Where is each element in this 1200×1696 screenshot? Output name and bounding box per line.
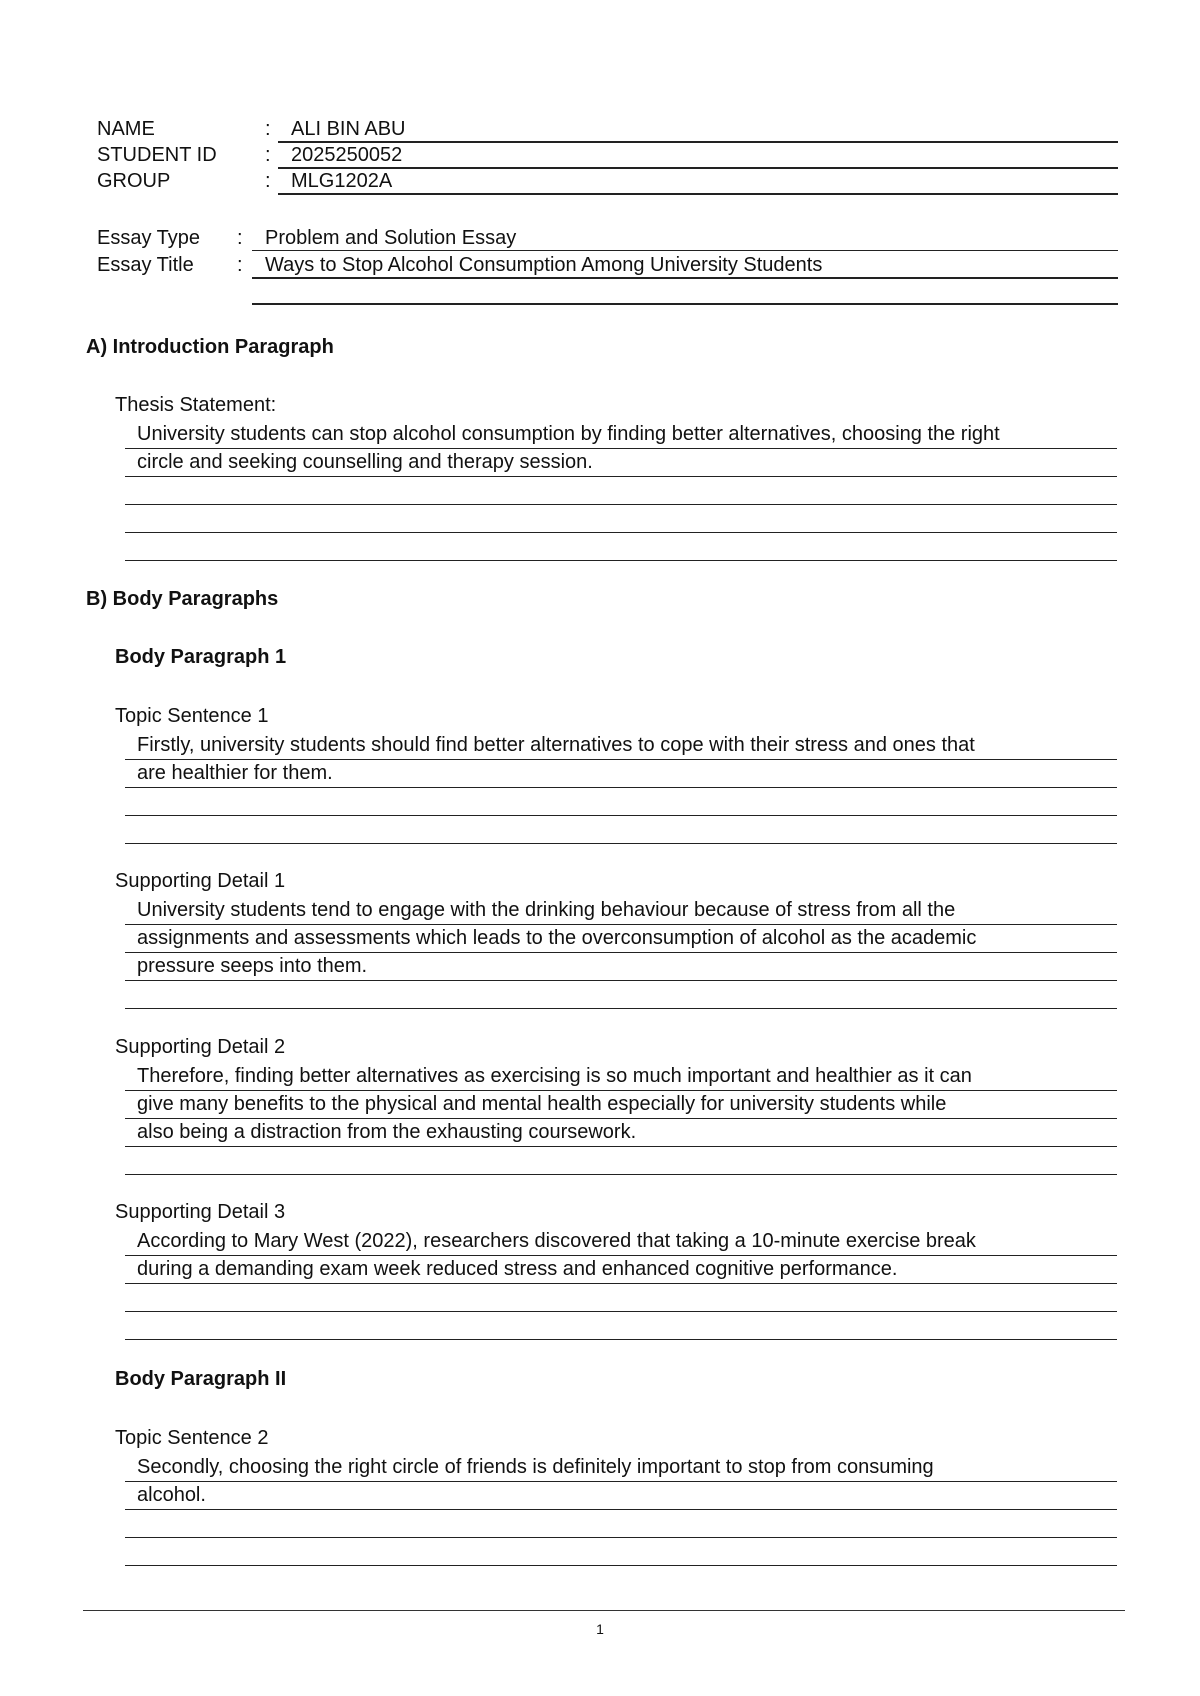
supporting-detail-2-label: Supporting Detail 2 (115, 1036, 286, 1058)
thesis-line-blank (125, 533, 1117, 561)
sd2-line (125, 1091, 1117, 1119)
thesis-line-text: circle and seeking counselling and therapy session. (137, 451, 593, 473)
topic-2-line-text: Secondly, choosing the right circle of friends is definitely important to stop from consuming (137, 1456, 934, 1478)
thesis-line-text: University students can stop alcohol consumption by finding better alternatives, choosing the right (137, 423, 1000, 445)
topic-sentence-1-label: Topic Sentence 1 (115, 705, 269, 727)
sd1-line-text: assignments and assessments which leads to the overconsumption of alcohol as the academic (137, 927, 977, 949)
name-rule (278, 141, 1118, 143)
sd2-line (125, 1119, 1117, 1147)
sd1-line-blank (125, 981, 1117, 1009)
sd3-line-blank (125, 1284, 1117, 1312)
essay-type-value: Problem and Solution Essay (265, 227, 517, 249)
topic-sentence-2-lines (125, 1454, 1117, 1566)
essay-title-label: Essay Title (97, 254, 194, 276)
student-id-colon: : (265, 144, 271, 166)
sd3-line-blank (125, 1312, 1117, 1340)
student-id-value: 2025250052 (291, 144, 403, 166)
topic-sentence-2-label: Topic Sentence 2 (115, 1427, 269, 1449)
essay-title-rule-extra (252, 303, 1118, 305)
topic-2-line-blank (125, 1538, 1117, 1566)
name-value: ALI BIN ABU (291, 118, 406, 140)
thesis-label: Thesis Statement: (115, 394, 277, 416)
sd3-line-text: According to Mary West (2022), researchers discovered that taking a 10-minute exercise break (137, 1230, 976, 1252)
essay-title-colon: : (237, 254, 243, 276)
sd1-line (125, 925, 1117, 953)
supporting-detail-1-label: Supporting Detail 1 (115, 870, 286, 892)
sd2-line-text: Therefore, finding better alternatives as exercising is so much important and healthier as it can (137, 1065, 972, 1087)
sd2-line-text: give many benefits to the physical and mental health especially for university students while (137, 1093, 947, 1115)
footer-rule (83, 1610, 1125, 1611)
topic-1-line-text: are healthier for them. (137, 762, 333, 784)
sd3-line-text: during a demanding exam week reduced stress and enhanced cognitive performance. (137, 1258, 898, 1280)
sd2-line-text: also being a distraction from the exhausting coursework. (137, 1121, 637, 1143)
essay-title-value: Ways to Stop Alcohol Consumption Among University Students (265, 254, 823, 276)
name-colon: : (265, 118, 271, 140)
supporting-detail-3-label: Supporting Detail 3 (115, 1201, 286, 1223)
thesis-line (125, 449, 1117, 477)
topic-2-line-blank (125, 1510, 1117, 1538)
topic-1-line (125, 732, 1117, 760)
body-paragraph-2-heading: Body Paragraph II (115, 1368, 287, 1390)
sd1-line (125, 953, 1117, 981)
thesis-line (125, 421, 1117, 449)
topic-2-line (125, 1454, 1117, 1482)
sd3-line (125, 1256, 1117, 1284)
sd1-line-text: pressure seeps into them. (137, 955, 368, 977)
sd2-line (125, 1063, 1117, 1091)
essay-type-label: Essay Type (97, 227, 201, 249)
body-paragraph-1-heading: Body Paragraph 1 (115, 646, 287, 668)
essay-title-rule (252, 277, 1118, 279)
topic-1-line-text: Firstly, university students should find better alternatives to cope with their stress and ones that (137, 734, 975, 756)
body-heading: B) Body Paragraphs (86, 588, 279, 610)
thesis-lines (125, 421, 1117, 561)
student-id-rule (278, 167, 1118, 169)
essay-type-rule (252, 250, 1118, 251)
supporting-detail-3-lines (125, 1228, 1117, 1340)
group-rule (278, 193, 1118, 195)
sd3-line (125, 1228, 1117, 1256)
topic-1-line-blank (125, 816, 1117, 844)
topic-2-line-text: alcohol. (137, 1484, 206, 1506)
group-value: MLG1202A (291, 170, 393, 192)
supporting-detail-2-lines (125, 1063, 1117, 1175)
page-number: 1 (596, 1621, 604, 1637)
topic-1-line (125, 760, 1117, 788)
topic-1-line-blank (125, 788, 1117, 816)
group-colon: : (265, 170, 271, 192)
topic-2-line (125, 1482, 1117, 1510)
sd1-line (125, 897, 1117, 925)
thesis-line-blank (125, 477, 1117, 505)
essay-type-colon: : (237, 227, 243, 249)
supporting-detail-1-lines (125, 897, 1117, 1009)
sd1-line-text: University students tend to engage with the drinking behaviour because of stress from all the (137, 899, 956, 921)
intro-heading: A) Introduction Paragraph (86, 336, 334, 358)
group-label: GROUP (97, 170, 171, 192)
name-label: NAME (97, 118, 155, 140)
thesis-line-blank (125, 505, 1117, 533)
student-id-label: STUDENT ID (97, 144, 217, 166)
sd2-line-blank (125, 1147, 1117, 1175)
topic-sentence-1-lines (125, 732, 1117, 844)
